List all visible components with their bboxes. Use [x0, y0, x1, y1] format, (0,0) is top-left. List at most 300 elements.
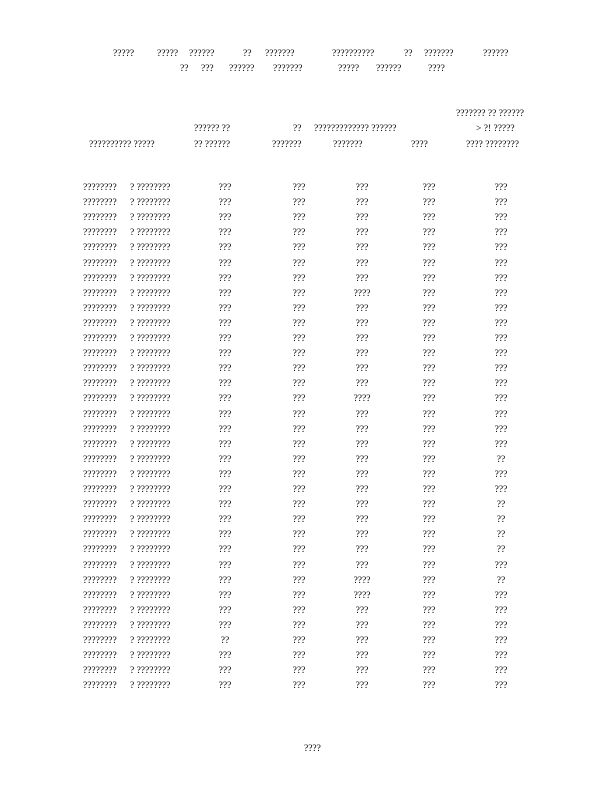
- table-cell: ???: [422, 334, 436, 344]
- title-word: ???????: [424, 49, 454, 59]
- table-cell: ???: [355, 258, 369, 269]
- table-row: [0, 243, 612, 258]
- table-cell: ???: [494, 243, 508, 254]
- table-cell: ???: [494, 258, 508, 269]
- table-cell: ? ????????: [130, 605, 171, 616]
- table-cell: ????????: [83, 228, 117, 239]
- table-cell: ???: [355, 666, 369, 677]
- table-row: [0, 425, 612, 440]
- table-cell: ????????: [83, 258, 117, 269]
- table-cell: ???: [422, 349, 436, 360]
- table-cell: ???: [422, 605, 436, 616]
- table-cell: ???: [292, 560, 306, 571]
- table-cell: ????????: [83, 636, 117, 646]
- table-cell: ???: [355, 620, 369, 631]
- table-cell: ???: [218, 500, 232, 511]
- table-cell: ???: [218, 651, 232, 662]
- table-cell: ???: [422, 485, 436, 495]
- title-word: ??????: [483, 49, 509, 59]
- table-cell: ???: [218, 590, 232, 601]
- table-cell: ???: [292, 243, 306, 254]
- table-cell: ???: [494, 651, 508, 662]
- table-cell: ? ????????: [130, 485, 171, 495]
- table-cell: ???: [494, 439, 508, 450]
- table-cell: ????????: [83, 439, 117, 450]
- title-word: ??: [243, 49, 252, 59]
- table-cell: ? ????????: [130, 651, 171, 662]
- table-cell: ???: [292, 364, 306, 375]
- table-cell: ????????: [83, 605, 117, 616]
- table-cell: ???: [218, 485, 232, 495]
- table-cell: ???: [292, 636, 306, 646]
- table-cell: ????????: [83, 469, 117, 480]
- title-word: ?????: [113, 49, 135, 59]
- table-cell: ???: [218, 530, 232, 541]
- table-cell: ???: [355, 334, 369, 344]
- table-cell: ? ????????: [130, 213, 171, 224]
- table-row: [0, 319, 612, 334]
- table-cell: ??: [220, 636, 230, 646]
- column-header: ???????: [272, 140, 302, 150]
- table-row: [0, 410, 612, 425]
- table-cell: ???: [422, 364, 436, 375]
- table-cell: ? ????????: [130, 258, 171, 269]
- table-cell: ???: [422, 560, 436, 571]
- table-cell: ????????: [83, 334, 117, 344]
- table-cell: ???: [218, 258, 232, 269]
- table-cell: ???: [292, 213, 306, 224]
- table-cell: ???: [292, 545, 306, 556]
- table-cell: ? ????????: [130, 288, 171, 299]
- table-cell: ???: [422, 394, 436, 405]
- table-cell: ???: [292, 530, 306, 541]
- table-cell: ????????: [83, 681, 117, 692]
- table-cell: ???: [292, 409, 306, 420]
- table-cell: ????????: [83, 454, 117, 465]
- table-cell: ???: [292, 303, 306, 314]
- table-cell: ? ????????: [130, 454, 171, 465]
- table-cell: ???: [218, 424, 232, 435]
- table-cell: ???: [292, 666, 306, 677]
- table-row: [0, 364, 612, 379]
- table-cell: ???: [422, 530, 436, 541]
- table-cell: ????????: [83, 545, 117, 556]
- table-row: [0, 485, 612, 500]
- table-cell: ???: [355, 379, 369, 390]
- table-cell: ????????: [83, 303, 117, 314]
- table-cell: ???: [218, 515, 232, 526]
- table-cell: ????????: [83, 575, 117, 586]
- table-cell: ???: [218, 183, 232, 193]
- table-cell: ????????: [83, 213, 117, 224]
- table-row: [0, 183, 612, 198]
- table-row: [0, 591, 612, 606]
- table-cell: ???: [218, 666, 232, 677]
- table-cell: ???: [218, 213, 232, 224]
- table-cell: ???: [218, 545, 232, 556]
- table-cell: ???: [218, 605, 232, 616]
- table-cell: ???: [422, 303, 436, 314]
- table-cell: ???: [422, 228, 436, 239]
- table-cell: ???: [422, 545, 436, 556]
- table-cell: ????????: [83, 590, 117, 601]
- table-row: [0, 500, 612, 515]
- table-cell: ???: [355, 469, 369, 480]
- table-cell: ???: [355, 243, 369, 254]
- table-cell: ? ????????: [130, 681, 171, 692]
- table-cell: ????????: [83, 515, 117, 526]
- table-cell: ???: [218, 575, 232, 586]
- title-word: ????: [428, 64, 445, 74]
- table-cell: ???: [218, 288, 232, 299]
- table-cell: ??: [496, 575, 506, 586]
- table-cell: ???: [494, 394, 508, 405]
- table-cell: ???: [422, 590, 436, 601]
- column-header: ????????????? ??????: [314, 124, 397, 134]
- table-cell: ???: [422, 198, 436, 209]
- table-cell: ???: [494, 560, 508, 571]
- table-cell: ???: [355, 364, 369, 375]
- table-cell: ???: [494, 334, 508, 344]
- table-cell: ???: [355, 681, 369, 692]
- table-cell: ???: [494, 620, 508, 631]
- table-cell: ???: [422, 666, 436, 677]
- table-cell: ???: [355, 605, 369, 616]
- table-cell: ????????: [83, 288, 117, 299]
- table-cell: ???: [218, 439, 232, 450]
- table-cell: ???: [292, 228, 306, 239]
- table-cell: ????????: [83, 379, 117, 390]
- table-cell: ???: [494, 379, 508, 390]
- table-cell: ????????: [83, 198, 117, 209]
- table-cell: ????: [353, 590, 371, 601]
- table-cell: ???: [292, 681, 306, 692]
- table-row: [0, 198, 612, 213]
- table-cell: ???: [494, 183, 508, 193]
- column-header: ?????????? ?????: [89, 140, 155, 150]
- table-cell: ???: [292, 288, 306, 299]
- table-row: [0, 259, 612, 274]
- table-cell: ????: [353, 394, 371, 405]
- table-cell: ???: [494, 681, 508, 692]
- table-cell: ???: [422, 515, 436, 526]
- table-cell: ? ????????: [130, 620, 171, 631]
- table-cell: ???: [292, 273, 306, 284]
- table-cell: ???: [355, 409, 369, 420]
- page-number: ????: [304, 744, 321, 754]
- table-cell: ???: [218, 620, 232, 631]
- table-cell: ???: [218, 243, 232, 254]
- table-cell: ???: [494, 424, 508, 435]
- table-cell: ? ????????: [130, 183, 171, 193]
- title-word: ??????: [189, 49, 215, 59]
- table-cell: ? ????????: [130, 303, 171, 314]
- table-cell: ???: [422, 424, 436, 435]
- table-cell: ? ????????: [130, 228, 171, 239]
- table-cell: ???: [422, 273, 436, 284]
- table-cell: ???: [218, 273, 232, 284]
- table-cell: ? ????????: [130, 424, 171, 435]
- table-cell: ???: [218, 364, 232, 375]
- table-cell: ???: [292, 183, 306, 193]
- table-cell: ????????: [83, 485, 117, 495]
- table-cell: ????????: [83, 364, 117, 375]
- table-cell: ???: [422, 379, 436, 390]
- table-cell: ???: [422, 681, 436, 692]
- table-cell: ??: [496, 454, 506, 465]
- table-cell: ???: [422, 651, 436, 662]
- table-cell: ???: [355, 439, 369, 450]
- table-cell: ? ????????: [130, 530, 171, 541]
- table-row: [0, 621, 612, 636]
- table-cell: ??: [496, 545, 506, 556]
- title-word: ??????: [376, 64, 402, 74]
- table-cell: ???: [355, 183, 369, 193]
- table-cell: ????????: [83, 349, 117, 360]
- table-row: [0, 545, 612, 560]
- table-row: [0, 304, 612, 319]
- table-cell: ???: [355, 318, 369, 329]
- table-cell: ???: [218, 379, 232, 390]
- table-row: [0, 651, 612, 666]
- table-cell: ???: [292, 424, 306, 435]
- table-row: [0, 515, 612, 530]
- table-row: [0, 455, 612, 470]
- table-row: [0, 394, 612, 409]
- table-cell: ? ????????: [130, 364, 171, 375]
- table-cell: ? ????????: [130, 560, 171, 571]
- table-cell: ???: [422, 575, 436, 586]
- table-cell: ???: [218, 198, 232, 209]
- table-cell: ???: [494, 228, 508, 239]
- table-cell: ???: [218, 334, 232, 344]
- table-cell: ???: [494, 605, 508, 616]
- table-cell: ??: [496, 500, 506, 511]
- table-cell: ???: [355, 530, 369, 541]
- table-cell: ? ????????: [130, 334, 171, 344]
- table-cell: ???: [292, 454, 306, 465]
- table-cell: ? ????????: [130, 575, 171, 586]
- table-cell: ? ????????: [130, 500, 171, 511]
- table-cell: ???: [494, 273, 508, 284]
- table-cell: ???: [218, 228, 232, 239]
- table-cell: ???: [494, 288, 508, 299]
- table-cell: ???: [422, 213, 436, 224]
- table-cell: ???: [422, 183, 436, 193]
- table-cell: ? ????????: [130, 515, 171, 526]
- column-header: ???????: [333, 140, 363, 150]
- table-cell: ????????: [83, 318, 117, 329]
- table-cell: ???: [422, 243, 436, 254]
- table-cell: ???: [422, 439, 436, 450]
- title-word: ??????????: [332, 49, 375, 59]
- table-cell: ???: [355, 545, 369, 556]
- table-cell: ???: [292, 349, 306, 360]
- table-cell: ???: [218, 469, 232, 480]
- table-cell: ???: [355, 424, 369, 435]
- table-cell: ???: [494, 213, 508, 224]
- table-cell: ???: [292, 651, 306, 662]
- table-cell: ???: [292, 394, 306, 405]
- table-cell: ????????: [83, 273, 117, 284]
- table-cell: ? ????????: [130, 409, 171, 420]
- table-row: [0, 666, 612, 681]
- table-cell: ???: [422, 258, 436, 269]
- table-row: [0, 636, 612, 651]
- table-cell: ???: [355, 485, 369, 495]
- table-row: [0, 379, 612, 394]
- table-cell: ???: [494, 349, 508, 360]
- table-cell: ????????: [83, 183, 117, 193]
- table-cell: ???: [494, 636, 508, 646]
- table-cell: ????: [353, 575, 371, 586]
- table-cell: ????: [353, 288, 371, 299]
- table-cell: ???: [494, 364, 508, 375]
- table-cell: ???: [292, 575, 306, 586]
- table-cell: ????????: [83, 530, 117, 541]
- table-cell: ???: [494, 409, 508, 420]
- table-cell: ???: [292, 318, 306, 329]
- table-cell: ???: [355, 636, 369, 646]
- title-word: ??: [180, 64, 189, 74]
- table-cell: ???: [292, 258, 306, 269]
- column-header: ?? ??????: [194, 140, 231, 150]
- column-header: ???? ????????: [466, 140, 519, 150]
- table-cell: ???: [292, 485, 306, 495]
- table-cell: ? ????????: [130, 379, 171, 390]
- table-cell: ???: [292, 620, 306, 631]
- table-cell: ????????: [83, 243, 117, 254]
- table-cell: ???: [292, 379, 306, 390]
- table-cell: ? ????????: [130, 636, 171, 646]
- table-cell: ???: [494, 318, 508, 329]
- table-cell: ???: [355, 454, 369, 465]
- column-header: ?????? ??: [194, 124, 231, 134]
- table-cell: ? ????????: [130, 318, 171, 329]
- table-row: [0, 349, 612, 364]
- table-cell: ???: [422, 318, 436, 329]
- table-cell: ???: [218, 560, 232, 571]
- table-cell: ? ????????: [130, 273, 171, 284]
- table-cell: ???: [494, 303, 508, 314]
- table-cell: ??: [496, 515, 506, 526]
- table-cell: ???: [292, 515, 306, 526]
- table-cell: ???: [218, 394, 232, 405]
- table-cell: ???: [422, 469, 436, 480]
- title-word: ???: [201, 64, 214, 74]
- table-cell: ???: [292, 469, 306, 480]
- table-cell: ???: [494, 469, 508, 480]
- table-cell: ???: [218, 454, 232, 465]
- title-word: ?????: [157, 49, 179, 59]
- column-header: > ?! ?????: [476, 124, 515, 134]
- title-word: ???????: [265, 49, 295, 59]
- table-row: [0, 274, 612, 289]
- title-word: ?????: [338, 64, 360, 74]
- table-cell: ??: [496, 530, 506, 541]
- column-header: ??????? ?? ??????: [456, 109, 524, 119]
- table-cell: ? ????????: [130, 394, 171, 405]
- table-cell: ???: [218, 409, 232, 420]
- table-cell: ???: [494, 485, 508, 495]
- table-cell: ???: [355, 213, 369, 224]
- table-cell: ???: [292, 334, 306, 344]
- table-cell: ????????: [83, 409, 117, 420]
- table-row: [0, 606, 612, 621]
- table-cell: ? ????????: [130, 666, 171, 677]
- table-cell: ???: [422, 409, 436, 420]
- table-cell: ????????: [83, 651, 117, 662]
- column-header: ????: [411, 140, 428, 150]
- table-cell: ???: [355, 273, 369, 284]
- table-cell: ???: [355, 651, 369, 662]
- table-cell: ? ????????: [130, 469, 171, 480]
- table-cell: ????????: [83, 620, 117, 631]
- table-row: [0, 440, 612, 455]
- table-row: [0, 576, 612, 591]
- table-cell: ???: [355, 349, 369, 360]
- table-cell: ???: [355, 198, 369, 209]
- table-cell: ? ????????: [130, 349, 171, 360]
- table-cell: ???: [355, 500, 369, 511]
- title-word: ??????: [229, 64, 255, 74]
- table-cell: ???: [218, 681, 232, 692]
- table-cell: ????????: [83, 424, 117, 435]
- table-cell: ???: [422, 288, 436, 299]
- table-cell: ???: [494, 590, 508, 601]
- table-cell: ? ????????: [130, 243, 171, 254]
- table-row: [0, 681, 612, 696]
- table-cell: ???: [422, 636, 436, 646]
- table-cell: ???: [422, 454, 436, 465]
- table-cell: ???: [292, 605, 306, 616]
- table-cell: ???: [218, 303, 232, 314]
- table-cell: ? ????????: [130, 545, 171, 556]
- table-row: [0, 228, 612, 243]
- table-cell: ???: [292, 198, 306, 209]
- title-word: ???????: [273, 64, 303, 74]
- table-cell: ???: [292, 590, 306, 601]
- table-row: [0, 334, 612, 349]
- table-cell: ????????: [83, 560, 117, 571]
- title-word: ??: [404, 49, 413, 59]
- table-cell: ???: [218, 318, 232, 329]
- table-cell: ????????: [83, 500, 117, 511]
- table-cell: ???: [218, 349, 232, 360]
- table-cell: ???: [422, 620, 436, 631]
- table-cell: ???: [494, 198, 508, 209]
- table-row: [0, 213, 612, 228]
- table-cell: ???: [355, 303, 369, 314]
- table-cell: ????????: [83, 394, 117, 405]
- table-cell: ? ????????: [130, 198, 171, 209]
- table-row: [0, 470, 612, 485]
- table-row: [0, 561, 612, 576]
- table-cell: ???: [355, 515, 369, 526]
- table-cell: ???: [355, 560, 369, 571]
- table-cell: ???: [422, 500, 436, 511]
- table-cell: ? ????????: [130, 439, 171, 450]
- table-cell: ? ????????: [130, 590, 171, 601]
- table-cell: ????????: [83, 666, 117, 677]
- table-cell: ???: [355, 228, 369, 239]
- table-cell: ???: [292, 439, 306, 450]
- table-row: [0, 289, 612, 304]
- column-header: ??: [293, 124, 302, 134]
- table-row: [0, 530, 612, 545]
- table-cell: ???: [292, 500, 306, 511]
- table-cell: ???: [494, 666, 508, 677]
